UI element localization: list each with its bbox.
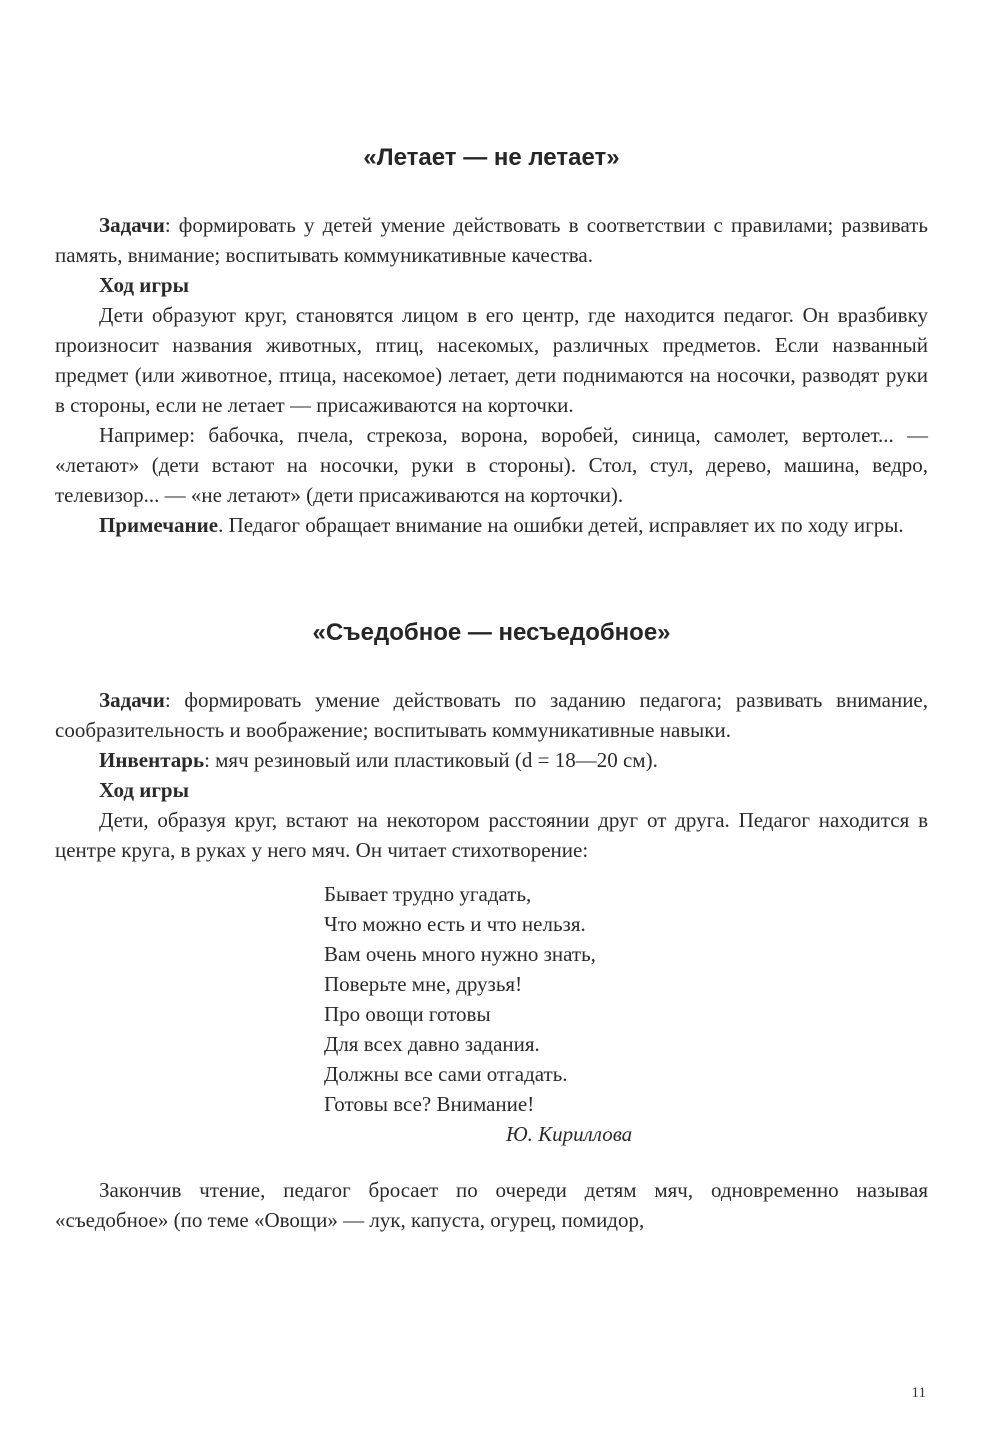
poem-line: Что можно есть и что нельзя.: [324, 912, 586, 936]
section1-progress-heading: Ход игры: [99, 273, 189, 297]
poem-line: Про овощи готовы: [324, 1002, 491, 1026]
section2-tasks-label: Задачи: [99, 688, 165, 712]
page-content: [55, 0, 928, 1235]
poem-line: Поверьте мне, друзья!: [324, 972, 523, 996]
poem-line: Бывает трудно угадать,: [324, 882, 532, 906]
poem: [55, 879, 928, 1149]
section1-title: «Летает — не летает»: [363, 144, 620, 171]
section2-progress-heading: Ход игры: [99, 778, 189, 802]
page-number: 11: [911, 1385, 926, 1401]
section1-example-paragraph: Например: бабочка, пчела, стрекоза, ворона, воробей, синица, самолет, вертолет... — «летают» (дети встают на носочки, руки в стороны). Стол, стул, дерево, машина, ведро, телевизор... — «не летают» (дети присаживаются на корточки).: [55, 423, 928, 507]
section1-note-text: . Педагог обращает внимание на ошибки детей, исправляет их по ходу игры.: [218, 513, 904, 537]
section2-title: «Съедобное — несъедобное»: [312, 619, 671, 646]
poem-line: Вам очень много нужно знать,: [324, 942, 596, 966]
section2-inventory-paragraph: [55, 745, 928, 775]
section1-progress-paragraph: Дети образуют круг, становятся лицом в его центр, где находится педагог. Он вразбивку произносит названия животных, птиц, насекомых, различных предметов. Если названный предмет (или животное, птица, насекомое) летает, дети поднимаются на носочки, разводят руки в стороны, если не летает — присаживаются на корточки.: [55, 303, 928, 417]
section2-tasks-text: : формировать умение действовать по заданию педагога; развивать внимание, сообразительность и воображение; воспитывать коммуникативные навыки.: [55, 688, 928, 742]
poem-line: Должны все сами отгадать.: [324, 1062, 568, 1086]
section2-progress-paragraph: Дети, образуя круг, встают на некотором расстоянии друг от друга. Педагог находится в центре круга, в руках у него мяч. Он читает стихотворение:: [55, 808, 928, 862]
poem-author: Ю. Кириллова: [506, 1122, 633, 1146]
section2-inventory-text: : мяч резиновый или пластиковый (d = 18—20 см).: [204, 748, 658, 772]
section1-note-paragraph: [55, 510, 928, 540]
poem-line: Для всех давно задания.: [324, 1032, 540, 1056]
section1-tasks-text: : формировать у детей умение действовать в соответствии с правилами; развивать память, внимание; воспитывать коммуникативные качества.: [55, 213, 928, 267]
section1-tasks-label: Задачи: [99, 213, 165, 237]
poem-line: Готовы все? Внимание!: [324, 1092, 535, 1116]
section2-after-poem-paragraph: Закончив чтение, педагог бросает по очереди детям мяч, одновременно называя «съедобное» (по теме «Овощи» — лук, капуста, огурец, помидор,: [55, 1178, 928, 1232]
section2-inventory-label: Инвентарь: [99, 748, 205, 772]
section2-tasks-paragraph: [55, 685, 928, 745]
section1-tasks-paragraph: [55, 210, 928, 270]
section1-note-label: Примечание: [99, 513, 219, 537]
